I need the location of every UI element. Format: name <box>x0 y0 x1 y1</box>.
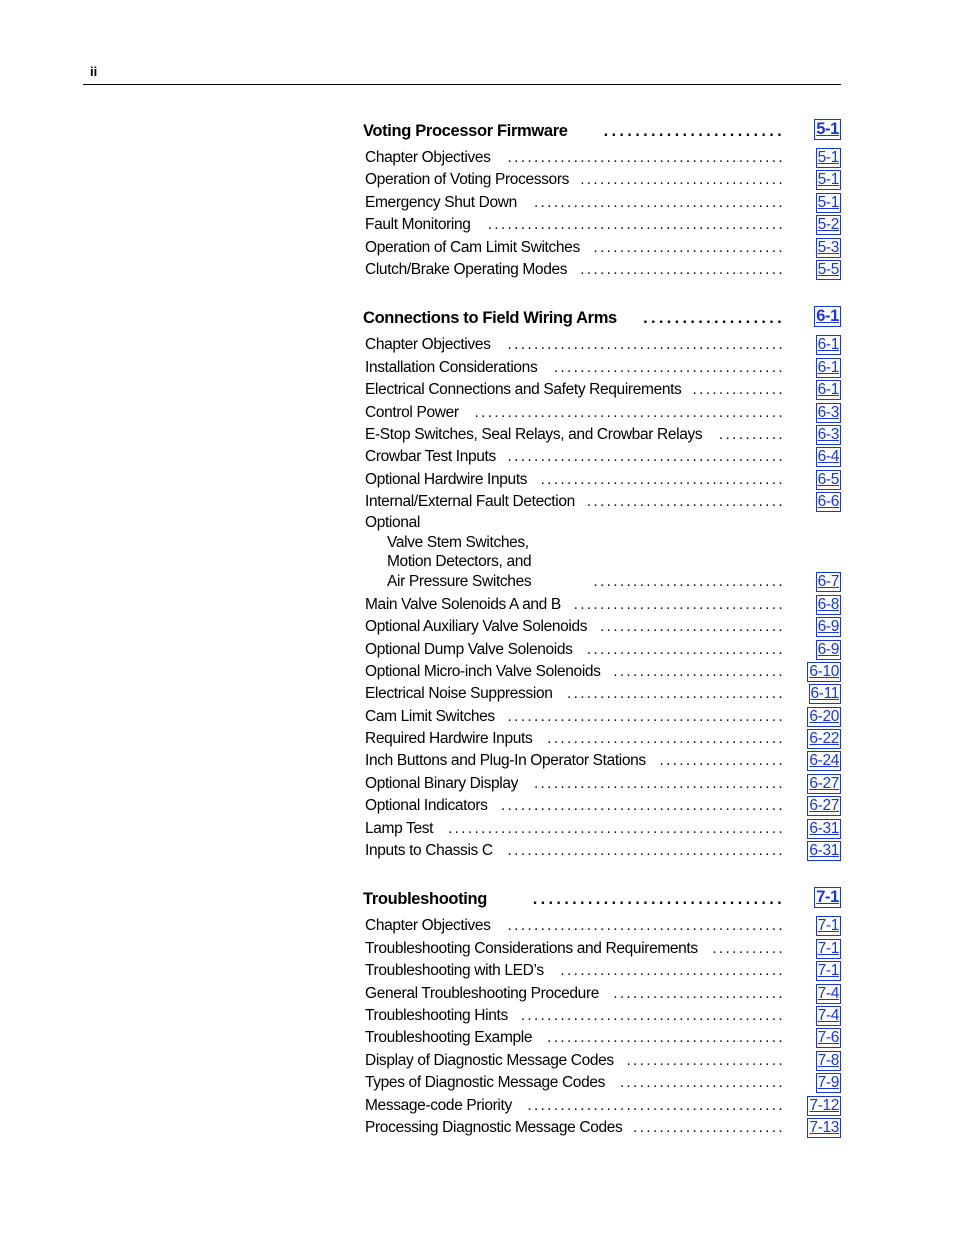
toc-entry <box>363 706 841 728</box>
toc-entry-text: Optional Dump Valve Solenoids <box>365 639 578 661</box>
toc-entry <box>363 379 841 401</box>
leader-dots: .......................... <box>613 984 785 1002</box>
leader-dots: .......................................... <box>507 842 785 860</box>
toc-page-link[interactable]: 6-7 <box>817 573 839 591</box>
toc-entry-text: Chapter Objectives <box>365 915 496 937</box>
toc-page-link[interactable]: 6-31 <box>809 819 839 837</box>
toc-page-link[interactable]: 6-24 <box>809 752 839 770</box>
toc-entry <box>363 840 841 862</box>
toc-page-link[interactable]: 7-1 <box>816 888 839 907</box>
toc-entry-text: Chapter Objectives <box>365 334 496 356</box>
toc-chapter-title: Connections to Field Wiring Arms <box>363 305 622 332</box>
toc-entry <box>363 983 841 1005</box>
toc-chapter-title: Troubleshooting <box>363 886 492 913</box>
toc-entry <box>363 1050 841 1072</box>
leader-dots: .................. <box>643 309 785 328</box>
toc-page-link[interactable]: 7-6 <box>817 1029 839 1047</box>
toc-entry-line: Valve Stem Switches, <box>387 533 529 551</box>
toc-entry-text: Inch Buttons and Plug-In Operator Stations <box>365 750 651 772</box>
toc-entry-text: Operation of Cam Limit Switches <box>365 237 585 259</box>
toc-entry-text: Required Hardwire Inputs <box>365 728 537 750</box>
toc-entry <box>363 750 841 772</box>
leader-dots: .................................... <box>547 730 785 748</box>
toc-entry <box>363 938 841 960</box>
toc-entry-text: Air Pressure Switches <box>387 571 536 593</box>
toc-chapter-title: Voting Processor Firmware <box>363 118 573 145</box>
toc-entry <box>363 424 841 446</box>
toc-page-link[interactable]: 6-20 <box>809 707 839 725</box>
leader-dots: ...................................... <box>533 193 785 211</box>
toc-entry-text: Message-code Priority <box>365 1095 517 1117</box>
toc-entries <box>363 915 841 1139</box>
toc-section-field-wiring-arms <box>363 305 841 862</box>
leader-dots: ..................................... <box>540 470 785 488</box>
toc-entry-text: Optional Binary Display <box>365 773 523 795</box>
toc-chapter-heading <box>363 305 841 334</box>
toc-page-link[interactable]: 7-13 <box>809 1118 839 1136</box>
toc-entry <box>363 1027 841 1049</box>
toc-entry <box>363 446 841 468</box>
leader-dots: ........................ <box>626 1051 785 1069</box>
toc-page-link[interactable]: 5-1 <box>816 120 839 138</box>
toc-entry <box>363 773 841 795</box>
toc-entry <box>363 469 841 491</box>
leader-dots: ....................................... <box>527 1096 785 1114</box>
toc-entries <box>363 147 841 281</box>
toc-page-link[interactable]: 6-1 <box>817 336 839 354</box>
leader-dots: ................................ <box>532 890 785 909</box>
leader-dots: ...................................... <box>533 774 785 792</box>
toc-page-link[interactable]: 6-22 <box>809 730 839 748</box>
toc-entry <box>363 594 841 616</box>
toc-page-link[interactable]: 6-5 <box>817 470 839 488</box>
leader-dots: ........... <box>712 939 785 957</box>
toc-entry <box>363 639 841 661</box>
leader-dots: .............................. <box>586 640 785 658</box>
toc-page-link[interactable]: 7-1 <box>817 939 839 957</box>
leader-dots: .......... <box>718 425 785 443</box>
toc-page-link[interactable]: 6-3 <box>817 403 839 421</box>
toc-page-link[interactable]: 5-3 <box>817 238 839 256</box>
toc-entry-text: Lamp Test <box>365 818 438 840</box>
toc-entry-text: Emergency Shut Down <box>365 192 522 214</box>
toc-page-link[interactable]: 6-1 <box>817 358 839 376</box>
page-number: ii <box>90 64 98 79</box>
leader-dots: ........................................... <box>500 797 785 815</box>
toc-entry <box>363 214 841 236</box>
toc-entry-text: Types of Diagnostic Message Codes <box>365 1072 610 1094</box>
toc-entry-text: Main Valve Solenoids A and B <box>365 594 566 616</box>
toc-entry-text: E-Stop Switches, Seal Relays, and Crowbar Relays <box>365 424 707 446</box>
leader-dots: ............................................. <box>487 216 785 234</box>
toc-page-link[interactable]: 7-4 <box>817 984 839 1002</box>
toc-entry-text: Display of Diagnostic Message Codes <box>365 1050 619 1072</box>
toc-entry <box>363 1095 841 1117</box>
leader-dots: ............................. <box>593 238 785 256</box>
toc-entry-text: Troubleshooting Example <box>365 1027 537 1049</box>
leader-dots: ....................... <box>603 122 785 140</box>
toc-entry <box>363 192 841 214</box>
leader-dots: .......................................... <box>507 149 785 166</box>
toc-page-link[interactable]: 7-4 <box>817 1007 839 1024</box>
toc-chapter-heading <box>363 118 841 147</box>
toc-page-link[interactable]: 7-1 <box>817 917 839 935</box>
toc-page-link[interactable]: 7-1 <box>817 962 839 980</box>
toc-entry-text: Optional Micro-inch Valve Solenoids <box>365 661 606 683</box>
toc-multiline-entry <box>363 513 841 593</box>
toc-section-troubleshooting <box>363 886 841 1139</box>
leader-dots: ......................... <box>619 1074 785 1092</box>
leader-dots: .................................. <box>560 962 785 980</box>
toc-entry-text: Optional Hardwire Inputs <box>365 469 532 491</box>
leader-dots: .............. <box>692 381 785 399</box>
toc-chapter-heading <box>363 886 841 915</box>
toc-entry <box>363 334 841 356</box>
toc-entry <box>363 402 841 424</box>
toc-entry <box>363 616 841 638</box>
toc-entry-text: Troubleshooting Hints <box>365 1005 513 1027</box>
leader-dots: ................................ <box>573 595 785 613</box>
toc-entry <box>363 818 841 840</box>
leader-dots: .......................... <box>613 662 785 680</box>
toc-entry-text: Cam Limit Switches <box>365 706 500 728</box>
leader-dots: ................................................... <box>448 819 785 837</box>
toc-entry-text: Electrical Connections and Safety Requirements <box>365 379 686 401</box>
toc-entry-text: Processing Diagnostic Message Codes <box>365 1117 627 1139</box>
leader-dots: ............................ <box>600 618 785 636</box>
toc-entry-text: Inputs to Chassis C <box>365 840 498 862</box>
leader-dots: ................... <box>659 752 785 770</box>
toc-entry-text: General Troubleshooting Procedure <box>365 983 604 1005</box>
toc-entries <box>363 334 841 513</box>
toc-page-link[interactable]: 6-1 <box>817 381 839 399</box>
toc-entry <box>363 1005 841 1027</box>
toc-page-link[interactable]: 5-1 <box>817 171 839 189</box>
toc-page-link[interactable]: 5-1 <box>817 149 839 166</box>
leader-dots: ............................. <box>593 573 785 591</box>
toc-page-link[interactable]: 5-5 <box>817 260 839 278</box>
toc-page-link[interactable]: 6-9 <box>817 618 839 636</box>
leader-dots: ............................... <box>580 171 785 189</box>
toc-page-link[interactable]: 7-9 <box>817 1074 839 1092</box>
leader-dots: .................................... <box>547 1029 785 1047</box>
toc-entry-last-line <box>363 571 841 593</box>
toc-entries <box>363 594 841 863</box>
toc-entry-text: Chapter Objectives <box>365 147 496 169</box>
toc-entry <box>363 357 841 379</box>
toc-entry <box>363 1072 841 1094</box>
toc-section-voting-processor <box>363 118 841 281</box>
toc-entry-line: Optional <box>365 514 420 532</box>
toc-page-link[interactable]: 5-1 <box>817 193 839 211</box>
toc-entry-text: Optional Auxiliary Valve Solenoids <box>365 616 592 638</box>
leader-dots: ....................... <box>633 1118 785 1136</box>
toc-entry <box>363 683 841 705</box>
toc-entry-text: Fault Monitoring <box>365 214 476 236</box>
leader-dots: ........................................ <box>520 1007 785 1024</box>
toc-entry-text: Troubleshooting with LED’s <box>365 960 549 982</box>
leader-dots: .......................................... <box>507 917 785 935</box>
toc-page-link[interactable]: 6-10 <box>809 662 839 680</box>
toc-entry <box>363 915 841 937</box>
toc-page-link[interactable]: 6-27 <box>809 797 839 815</box>
table-of-contents <box>363 118 841 1163</box>
toc-page-link[interactable]: 7-12 <box>809 1096 839 1114</box>
toc-entry-text: Troubleshooting Considerations and Requirements <box>365 938 703 960</box>
toc-page-link[interactable]: 6-6 <box>817 493 839 511</box>
toc-page-link[interactable]: 5-2 <box>817 216 839 234</box>
toc-entry <box>363 147 841 169</box>
toc-entry-text: Crowbar Test Inputs <box>365 446 501 468</box>
toc-entry <box>363 661 841 683</box>
toc-page-link[interactable]: 6-8 <box>817 595 839 613</box>
toc-page-link[interactable]: 6-4 <box>817 448 839 466</box>
toc-entry-text: Clutch/Brake Operating Modes <box>365 259 572 281</box>
toc-entry-text: Operation of Voting Processors <box>365 169 574 191</box>
toc-entry-text: Electrical Noise Suppression <box>365 683 558 705</box>
toc-entry <box>363 259 841 281</box>
toc-entry <box>363 960 841 982</box>
leader-dots: ................................. <box>566 685 785 703</box>
toc-entry <box>363 1117 841 1139</box>
toc-entry <box>363 237 841 259</box>
toc-page-link[interactable]: 6-11 <box>810 685 839 703</box>
toc-page-link[interactable]: 6-31 <box>809 842 839 860</box>
toc-entry <box>363 795 841 817</box>
toc-page-link[interactable]: 6-1 <box>816 307 839 326</box>
leader-dots: .......................................... <box>507 707 785 725</box>
leader-dots: ............................................... <box>474 403 785 421</box>
toc-page-link[interactable]: 6-9 <box>817 640 839 658</box>
leader-dots: .......................................... <box>507 336 785 354</box>
leader-dots: .............................. <box>586 493 785 511</box>
toc-entry <box>363 169 841 191</box>
toc-entry-text: Installation Considerations <box>365 357 542 379</box>
toc-page-link[interactable]: 6-27 <box>809 774 839 792</box>
toc-entry-line: Motion Detectors, and <box>387 553 532 571</box>
toc-page-link[interactable]: 7-8 <box>817 1051 839 1069</box>
leader-dots: .......................................... <box>507 448 785 466</box>
toc-entry <box>363 491 841 513</box>
toc-entry-text: Optional Indicators <box>365 795 493 817</box>
leader-dots: ............................... <box>580 260 785 278</box>
leader-dots: ................................... <box>553 358 785 376</box>
toc-page-link[interactable]: 6-3 <box>817 425 839 443</box>
toc-entry <box>363 728 841 750</box>
toc-entry-text: Control Power <box>365 402 464 424</box>
toc-entry-text: Internal/External Fault Detection <box>365 491 580 513</box>
header-rule <box>83 84 841 85</box>
